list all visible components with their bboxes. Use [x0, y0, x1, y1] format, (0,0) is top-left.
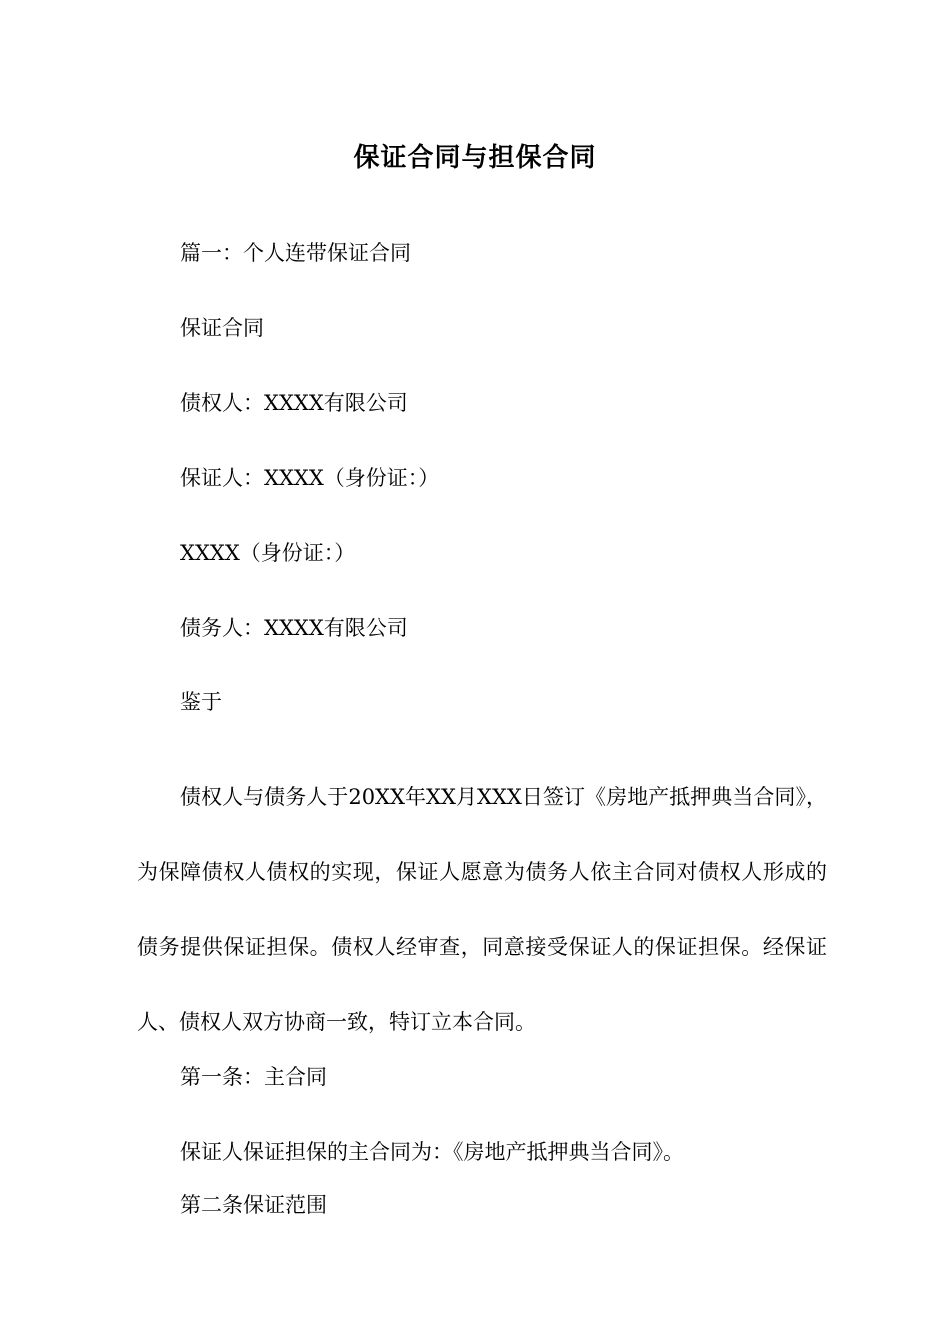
whereas-line: 鉴于 — [180, 690, 222, 714]
article-1-body: 保证人保证担保的主合同为：《房地产抵押典当合同》。 — [180, 1140, 684, 1164]
contract-subtitle: 保证合同 — [180, 316, 264, 340]
article-1-heading: 第一条：主合同 — [180, 1065, 327, 1089]
guarantor-line-2: XXXX（身份证：） — [180, 541, 356, 565]
section-heading: 篇一：个人连带保证合同 — [180, 241, 411, 265]
recital-paragraph: 债权人与债务人于20XX年XX月XXX日签订《房地产抵押典当合同》，为保障债权人债权的实现，保证人愿意为债务人依主合同对债权人形成的债务提供保证担保。债权人经审查，同意接受保证人的保证担保。经保证人、债权人双方协商一致，特订立本合同。 — [137, 785, 827, 1034]
creditor-line: 债权人：XXXX有限公司 — [180, 391, 408, 415]
guarantor-line: 保证人：XXXX（身份证：） — [180, 466, 440, 490]
document-title: 保证合同与担保合同 — [353, 143, 597, 173]
debtor-line: 债务人：XXXX有限公司 — [180, 616, 408, 640]
article-2-heading: 第二条保证范围 — [180, 1193, 327, 1217]
